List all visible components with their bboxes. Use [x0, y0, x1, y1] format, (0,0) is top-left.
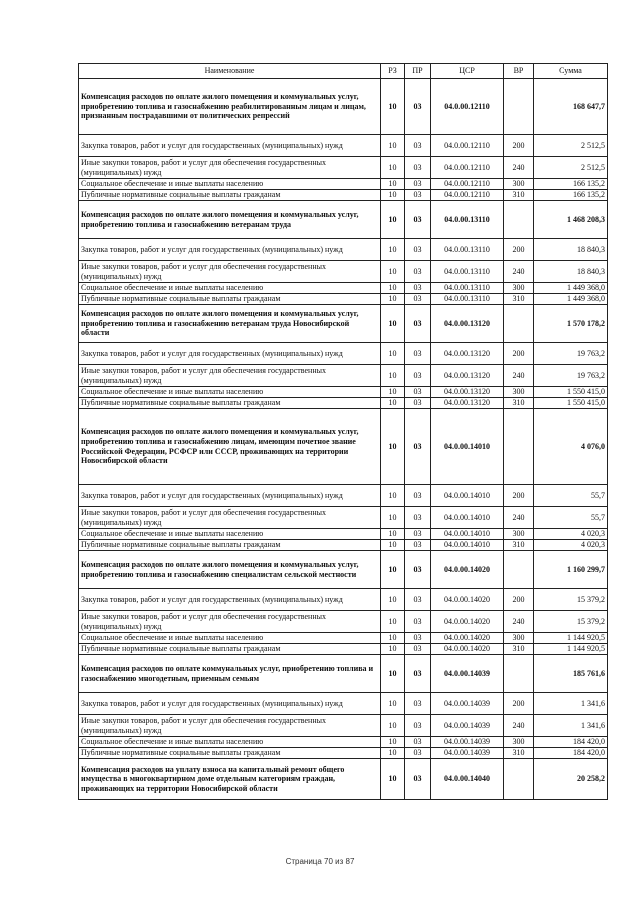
- cell-vr: 240: [504, 611, 534, 633]
- cell-sum: 1 144 920,5: [534, 644, 608, 655]
- cell-rz: 10: [381, 529, 405, 540]
- table-header-row: [79, 64, 608, 79]
- cell-name: Иные закупки товаров, работ и услуг для обеспечения государственных (муниципальных) нужд: [79, 157, 381, 179]
- cell-sum: 168 647,7: [534, 79, 608, 135]
- cell-vr: 200: [504, 485, 534, 507]
- cell-name: Иные закупки товаров, работ и услуг для обеспечения государственных (муниципальных) нужд: [79, 365, 381, 387]
- table-row: [79, 261, 608, 283]
- table-row: [79, 485, 608, 507]
- cell-name: Публичные нормативные социальные выплаты гражданам: [79, 398, 381, 409]
- cell-vr: 200: [504, 693, 534, 715]
- cell-csr: 04.0.00.14020: [431, 589, 504, 611]
- cell-name: Компенсация расходов по оплате коммунальных услуг, приобретению топлива и газоснабжению многодетным, приемным семьям: [79, 655, 381, 693]
- cell-vr: 240: [504, 507, 534, 529]
- cell-name: Закупка товаров, работ и услуг для государственных (муниципальных) нужд: [79, 589, 381, 611]
- cell-pr: 03: [405, 239, 431, 261]
- cell-rz: 10: [381, 540, 405, 551]
- table-row: [79, 135, 608, 157]
- cell-csr: 04.0.00.13120: [431, 365, 504, 387]
- cell-rz: 10: [381, 239, 405, 261]
- cell-pr: 03: [405, 507, 431, 529]
- cell-sum: 1 449 368,0: [534, 283, 608, 294]
- table-row: [79, 201, 608, 239]
- cell-pr: 03: [405, 644, 431, 655]
- cell-pr: 03: [405, 589, 431, 611]
- cell-rz: 10: [381, 507, 405, 529]
- cell-csr: 04.0.00.12110: [431, 135, 504, 157]
- table-row: [79, 737, 608, 748]
- cell-rz: 10: [381, 633, 405, 644]
- cell-rz: 10: [381, 759, 405, 800]
- cell-rz: 10: [381, 655, 405, 693]
- cell-sum: 1 570 178,2: [534, 305, 608, 343]
- cell-vr: 200: [504, 589, 534, 611]
- cell-vr: 310: [504, 644, 534, 655]
- table-row: [79, 190, 608, 201]
- table-row: [79, 759, 608, 800]
- cell-pr: 03: [405, 398, 431, 409]
- table-row: [79, 398, 608, 409]
- cell-pr: 03: [405, 261, 431, 283]
- cell-rz: 10: [381, 748, 405, 759]
- table-row: [79, 387, 608, 398]
- cell-sum: 4 020,3: [534, 540, 608, 551]
- cell-name: Компенсация расходов по оплате жилого помещения и коммунальных услуг, приобретению топлива и газоснабжению ветеранам труда: [79, 201, 381, 239]
- cell-sum: 184 420,0: [534, 748, 608, 759]
- header-csr: ЦСР: [431, 64, 504, 79]
- cell-name: Публичные нормативные социальные выплаты гражданам: [79, 190, 381, 201]
- header-rz: РЗ: [381, 64, 405, 79]
- cell-rz: 10: [381, 294, 405, 305]
- cell-name: Закупка товаров, работ и услуг для государственных (муниципальных) нужд: [79, 693, 381, 715]
- cell-csr: 04.0.00.12110: [431, 157, 504, 179]
- cell-rz: 10: [381, 201, 405, 239]
- cell-sum: 19 763,2: [534, 365, 608, 387]
- cell-rz: 10: [381, 79, 405, 135]
- cell-csr: 04.0.00.13110: [431, 294, 504, 305]
- cell-name: Иные закупки товаров, работ и услуг для обеспечения государственных (муниципальных) нужд: [79, 715, 381, 737]
- table-row: [79, 79, 608, 135]
- cell-pr: 03: [405, 633, 431, 644]
- table-row: [79, 409, 608, 485]
- cell-sum: 4 020,3: [534, 529, 608, 540]
- cell-csr: 04.0.00.14010: [431, 540, 504, 551]
- cell-rz: 10: [381, 261, 405, 283]
- cell-name: Закупка товаров, работ и услуг для государственных (муниципальных) нужд: [79, 135, 381, 157]
- cell-name: Компенсация расходов по оплате жилого помещения и коммунальных услуг, приобретению топлива и газоснабжению специалистам сельской местности: [79, 551, 381, 589]
- table-body: [79, 79, 608, 800]
- cell-name: Компенсация расходов по оплате жилого помещения и коммунальных услуг, приобретению топлива и газоснабжению лицам, имеющим почетное звание Российской Федерации, РСФСР или СССР, проживающих на территории Новосибирской области: [79, 409, 381, 485]
- cell-sum: 18 840,3: [534, 239, 608, 261]
- cell-vr: 240: [504, 157, 534, 179]
- cell-pr: 03: [405, 157, 431, 179]
- cell-pr: 03: [405, 551, 431, 589]
- cell-vr: 200: [504, 343, 534, 365]
- table-row: [79, 655, 608, 693]
- header-vr: ВР: [504, 64, 534, 79]
- cell-csr: 04.0.00.14010: [431, 507, 504, 529]
- cell-name: Иные закупки товаров, работ и услуг для обеспечения государственных (муниципальных) нужд: [79, 611, 381, 633]
- cell-pr: 03: [405, 529, 431, 540]
- cell-csr: 04.0.00.12110: [431, 190, 504, 201]
- table-row: [79, 611, 608, 633]
- cell-sum: 1 144 920,5: [534, 633, 608, 644]
- cell-sum: 1 160 299,7: [534, 551, 608, 589]
- cell-sum: 4 076,0: [534, 409, 608, 485]
- cell-pr: 03: [405, 737, 431, 748]
- cell-rz: 10: [381, 365, 405, 387]
- cell-name: Закупка товаров, работ и услуг для государственных (муниципальных) нужд: [79, 343, 381, 365]
- table-row: [79, 157, 608, 179]
- table-row: [79, 179, 608, 190]
- cell-pr: 03: [405, 655, 431, 693]
- table-row: [79, 633, 608, 644]
- cell-vr: 300: [504, 179, 534, 190]
- cell-csr: 04.0.00.13110: [431, 283, 504, 294]
- cell-csr: 04.0.00.13120: [431, 398, 504, 409]
- table-row: [79, 239, 608, 261]
- cell-rz: 10: [381, 611, 405, 633]
- cell-sum: 20 258,2: [534, 759, 608, 800]
- cell-sum: 15 379,2: [534, 611, 608, 633]
- cell-vr: [504, 201, 534, 239]
- cell-sum: 18 840,3: [534, 261, 608, 283]
- cell-csr: 04.0.00.14039: [431, 693, 504, 715]
- cell-pr: 03: [405, 759, 431, 800]
- cell-vr: 300: [504, 387, 534, 398]
- cell-sum: 185 761,6: [534, 655, 608, 693]
- cell-pr: 03: [405, 365, 431, 387]
- cell-pr: 03: [405, 294, 431, 305]
- cell-csr: 04.0.00.13110: [431, 261, 504, 283]
- cell-csr: 04.0.00.14010: [431, 409, 504, 485]
- cell-csr: 04.0.00.12110: [431, 179, 504, 190]
- cell-csr: 04.0.00.14039: [431, 655, 504, 693]
- cell-name: Закупка товаров, работ и услуг для государственных (муниципальных) нужд: [79, 239, 381, 261]
- cell-name: Социальное обеспечение и иные выплаты населению: [79, 283, 381, 294]
- cell-sum: 55,7: [534, 507, 608, 529]
- page-number: Страница 70 из 87: [285, 857, 355, 866]
- cell-pr: 03: [405, 409, 431, 485]
- cell-rz: 10: [381, 589, 405, 611]
- cell-csr: 04.0.00.14039: [431, 737, 504, 748]
- cell-sum: 15 379,2: [534, 589, 608, 611]
- cell-sum: 1 449 368,0: [534, 294, 608, 305]
- cell-pr: 03: [405, 540, 431, 551]
- budget-table: [78, 63, 608, 800]
- cell-name: Иные закупки товаров, работ и услуг для обеспечения государственных (муниципальных) нужд: [79, 507, 381, 529]
- cell-vr: 300: [504, 737, 534, 748]
- cell-pr: 03: [405, 748, 431, 759]
- table-row: [79, 589, 608, 611]
- cell-sum: 166 135,2: [534, 190, 608, 201]
- cell-csr: 04.0.00.14020: [431, 633, 504, 644]
- cell-pr: 03: [405, 693, 431, 715]
- cell-name: Иные закупки товаров, работ и услуг для обеспечения государственных (муниципальных) нужд: [79, 261, 381, 283]
- cell-vr: [504, 759, 534, 800]
- cell-csr: 04.0.00.14039: [431, 748, 504, 759]
- cell-csr: 04.0.00.13120: [431, 343, 504, 365]
- cell-name: Социальное обеспечение и иные выплаты населению: [79, 387, 381, 398]
- cell-rz: 10: [381, 737, 405, 748]
- cell-name: Закупка товаров, работ и услуг для государственных (муниципальных) нужд: [79, 485, 381, 507]
- cell-csr: 04.0.00.14020: [431, 611, 504, 633]
- cell-pr: 03: [405, 611, 431, 633]
- cell-rz: 10: [381, 485, 405, 507]
- cell-name: Публичные нормативные социальные выплаты гражданам: [79, 644, 381, 655]
- cell-csr: 04.0.00.14020: [431, 551, 504, 589]
- cell-sum: 1 341,6: [534, 715, 608, 737]
- cell-vr: [504, 409, 534, 485]
- cell-vr: 240: [504, 365, 534, 387]
- cell-pr: 03: [405, 179, 431, 190]
- cell-pr: 03: [405, 305, 431, 343]
- cell-pr: 03: [405, 485, 431, 507]
- cell-rz: 10: [381, 398, 405, 409]
- cell-sum: 19 763,2: [534, 343, 608, 365]
- cell-vr: 300: [504, 283, 534, 294]
- cell-rz: 10: [381, 551, 405, 589]
- cell-vr: [504, 551, 534, 589]
- cell-vr: 300: [504, 529, 534, 540]
- cell-vr: 310: [504, 398, 534, 409]
- table-row: [79, 305, 608, 343]
- cell-csr: 04.0.00.14039: [431, 715, 504, 737]
- cell-name: Публичные нормативные социальные выплаты гражданам: [79, 294, 381, 305]
- cell-sum: 1 468 208,3: [534, 201, 608, 239]
- cell-pr: 03: [405, 283, 431, 294]
- cell-csr: 04.0.00.13120: [431, 305, 504, 343]
- cell-name: Социальное обеспечение и иные выплаты населению: [79, 529, 381, 540]
- cell-csr: 04.0.00.14010: [431, 529, 504, 540]
- cell-name: Компенсация расходов по оплате жилого помещения и коммунальных услуг, приобретению топлива и газоснабжению реабилитированным лицам и лицам, признанным пострадавшими от политических репрессий: [79, 79, 381, 135]
- cell-csr: 04.0.00.14020: [431, 644, 504, 655]
- cell-rz: 10: [381, 387, 405, 398]
- cell-rz: 10: [381, 715, 405, 737]
- cell-vr: 240: [504, 261, 534, 283]
- cell-name: Публичные нормативные социальные выплаты гражданам: [79, 540, 381, 551]
- table-row: [79, 540, 608, 551]
- cell-vr: 310: [504, 748, 534, 759]
- cell-csr: 04.0.00.12110: [431, 79, 504, 135]
- cell-csr: 04.0.00.13110: [431, 239, 504, 261]
- cell-csr: 04.0.00.14040: [431, 759, 504, 800]
- cell-pr: 03: [405, 387, 431, 398]
- cell-vr: [504, 305, 534, 343]
- cell-name: Компенсация расходов на уплату взноса на капитальный ремонт общего имущества в многоквартирном доме отдельным категориям граждан, проживающих на территории Новосибирской области: [79, 759, 381, 800]
- table-row: [79, 551, 608, 589]
- cell-pr: 03: [405, 79, 431, 135]
- cell-rz: 10: [381, 693, 405, 715]
- cell-rz: 10: [381, 644, 405, 655]
- cell-rz: 10: [381, 283, 405, 294]
- cell-name: Социальное обеспечение и иные выплаты населению: [79, 179, 381, 190]
- cell-vr: 310: [504, 294, 534, 305]
- cell-sum: 1 550 415,0: [534, 387, 608, 398]
- cell-rz: 10: [381, 179, 405, 190]
- header-sum: Сумма: [534, 64, 608, 79]
- cell-sum: 1 341,6: [534, 693, 608, 715]
- cell-sum: 1 550 415,0: [534, 398, 608, 409]
- cell-vr: [504, 79, 534, 135]
- cell-csr: 04.0.00.13110: [431, 201, 504, 239]
- table-row: [79, 343, 608, 365]
- table-row: [79, 283, 608, 294]
- cell-csr: 04.0.00.14010: [431, 485, 504, 507]
- cell-vr: 310: [504, 190, 534, 201]
- cell-vr: 310: [504, 540, 534, 551]
- cell-name: Социальное обеспечение и иные выплаты населению: [79, 633, 381, 644]
- cell-vr: 200: [504, 135, 534, 157]
- cell-name: Социальное обеспечение и иные выплаты населению: [79, 737, 381, 748]
- cell-pr: 03: [405, 715, 431, 737]
- table-row: [79, 715, 608, 737]
- header-name: Наименование: [79, 64, 381, 79]
- cell-sum: 184 420,0: [534, 737, 608, 748]
- cell-sum: 2 512,5: [534, 135, 608, 157]
- header-pr: ПР: [405, 64, 431, 79]
- cell-name: Публичные нормативные социальные выплаты гражданам: [79, 748, 381, 759]
- table-row: [79, 294, 608, 305]
- cell-rz: 10: [381, 305, 405, 343]
- cell-name: Компенсация расходов по оплате жилого помещения и коммунальных услуг, приобретению топлива и газоснабжению ветеранам труда Новосибирской области: [79, 305, 381, 343]
- cell-rz: 10: [381, 343, 405, 365]
- table-row: [79, 693, 608, 715]
- cell-sum: 2 512,5: [534, 157, 608, 179]
- table-row: [79, 748, 608, 759]
- cell-vr: [504, 655, 534, 693]
- cell-rz: 10: [381, 157, 405, 179]
- cell-csr: 04.0.00.13120: [431, 387, 504, 398]
- cell-rz: 10: [381, 190, 405, 201]
- cell-pr: 03: [405, 201, 431, 239]
- cell-rz: 10: [381, 409, 405, 485]
- cell-sum: 55,7: [534, 485, 608, 507]
- cell-pr: 03: [405, 343, 431, 365]
- cell-sum: 166 135,2: [534, 179, 608, 190]
- cell-pr: 03: [405, 190, 431, 201]
- table-row: [79, 507, 608, 529]
- table-row: [79, 529, 608, 540]
- table-row: [79, 365, 608, 387]
- cell-vr: 300: [504, 633, 534, 644]
- cell-rz: 10: [381, 135, 405, 157]
- cell-vr: 240: [504, 715, 534, 737]
- cell-pr: 03: [405, 135, 431, 157]
- cell-vr: 200: [504, 239, 534, 261]
- table-row: [79, 644, 608, 655]
